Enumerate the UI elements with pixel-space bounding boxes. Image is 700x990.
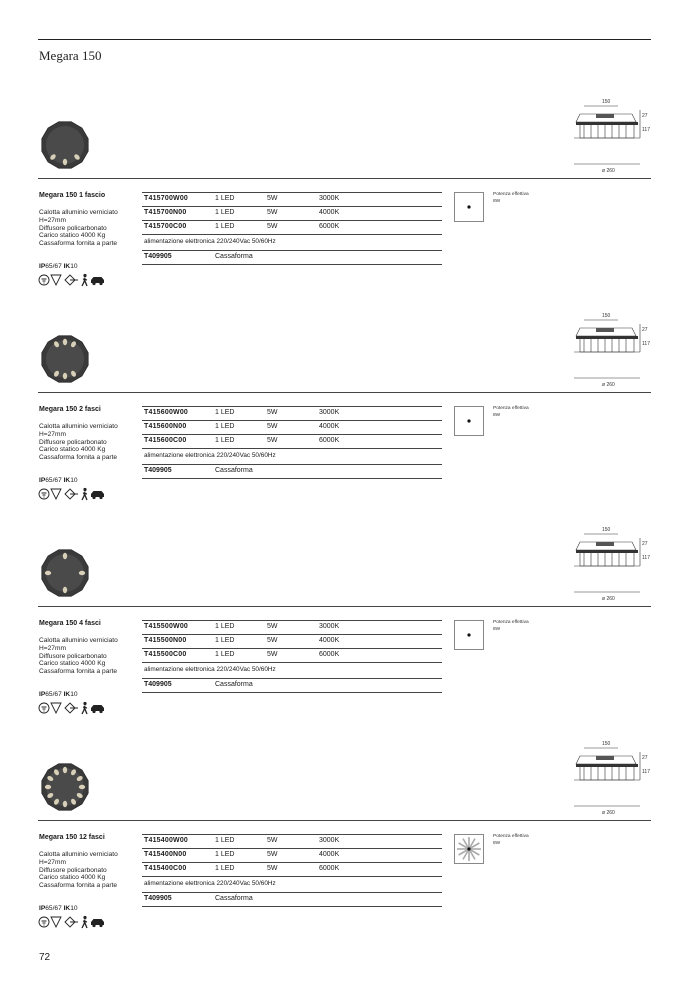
ik-prefix: IK bbox=[63, 905, 71, 912]
led-count: 1 LED bbox=[215, 851, 235, 858]
spec-row bbox=[142, 434, 442, 448]
led-count: 1 LED bbox=[215, 409, 235, 416]
color-temperature: 6000K bbox=[319, 865, 340, 872]
certification-icons bbox=[38, 701, 108, 715]
spec-table bbox=[142, 620, 442, 677]
ip-value: 65/67 bbox=[45, 691, 62, 698]
power: 5W bbox=[267, 837, 278, 844]
product-code: T415400W00 bbox=[144, 837, 189, 844]
led-window bbox=[63, 801, 67, 807]
product-lens bbox=[46, 768, 84, 806]
product-code: T415500C00 bbox=[144, 651, 187, 658]
beam-caption-line: Potenza effettiva bbox=[493, 834, 529, 839]
ip-value: 65/67 bbox=[45, 263, 62, 270]
section-rule bbox=[38, 606, 651, 607]
certification-icons bbox=[38, 915, 108, 929]
description-line: Diffusore policarbonato bbox=[39, 224, 107, 232]
drawing-height-top-label: 27 bbox=[642, 113, 648, 119]
beam-caption-line: 8W bbox=[493, 626, 501, 632]
pedestrian-icon bbox=[83, 274, 86, 277]
car-icon bbox=[91, 277, 104, 283]
led-window bbox=[63, 587, 67, 593]
led-count: 1 LED bbox=[215, 837, 235, 844]
accessory-label: Cassaforma bbox=[215, 253, 253, 260]
car-icon bbox=[91, 705, 104, 711]
led-count: 1 LED bbox=[215, 195, 235, 202]
power: 5W bbox=[267, 409, 278, 416]
spec-row bbox=[142, 834, 442, 848]
product-code: T415600C00 bbox=[144, 437, 187, 444]
spec-row bbox=[142, 420, 442, 434]
ground-icon bbox=[39, 917, 49, 927]
color-temperature: 3000K bbox=[319, 409, 340, 416]
accessory-code: T409905 bbox=[144, 467, 172, 474]
car-icon bbox=[91, 919, 104, 925]
section-rule bbox=[38, 178, 651, 179]
beam-center-dot bbox=[467, 633, 470, 636]
accessory-label: Cassaforma bbox=[215, 467, 253, 474]
product-description bbox=[39, 423, 118, 462]
description-line: Carico statico 4000 Kg bbox=[39, 660, 106, 668]
description-line: H=27mm bbox=[39, 644, 66, 652]
lens-block bbox=[596, 328, 614, 332]
color-temperature: 3000K bbox=[319, 837, 340, 844]
color-temperature: 6000K bbox=[319, 651, 340, 658]
beam-caption-line: Potenza effettiva bbox=[493, 620, 529, 625]
product-code: T415700W00 bbox=[144, 195, 189, 202]
color-temperature: 4000K bbox=[319, 423, 340, 430]
car-wheel-icon bbox=[99, 924, 102, 927]
ik-value: 10 bbox=[70, 905, 78, 912]
protection-ratings bbox=[39, 691, 78, 698]
ground-icon-lines bbox=[42, 921, 47, 925]
accessory-code: T409905 bbox=[144, 895, 172, 902]
drawing-width-label: 150 bbox=[602, 99, 611, 105]
top-rule bbox=[38, 39, 651, 40]
pedestrian-icon bbox=[83, 702, 86, 705]
accessory-row bbox=[142, 678, 442, 693]
description-line: Carico statico 4000 Kg bbox=[39, 232, 106, 240]
beam-diagram bbox=[454, 406, 484, 436]
description-line: Diffusore policarbonato bbox=[39, 438, 107, 446]
spec-row bbox=[142, 634, 442, 648]
pedestrian-icon bbox=[83, 916, 86, 919]
drawing-width-label: 150 bbox=[602, 527, 611, 533]
cap-base bbox=[576, 550, 638, 553]
pedestrian-icon-body bbox=[82, 492, 87, 501]
ik-value: 10 bbox=[70, 477, 78, 484]
car-wheel-icon bbox=[92, 924, 95, 927]
led-window bbox=[45, 571, 51, 575]
pedestrian-icon bbox=[83, 488, 86, 491]
certification-icons bbox=[38, 487, 108, 501]
car-wheel-icon bbox=[99, 496, 102, 499]
car-wheel-icon bbox=[99, 282, 102, 285]
ground-icon bbox=[39, 703, 49, 713]
ground-icon-lines bbox=[42, 279, 47, 283]
section-rule bbox=[38, 392, 651, 393]
accessory-label: Cassaforma bbox=[215, 895, 253, 902]
energy-icon bbox=[65, 275, 78, 285]
technical-drawing bbox=[568, 312, 652, 390]
beam-caption bbox=[493, 834, 529, 847]
ip-prefix: IP bbox=[39, 905, 46, 912]
power: 5W bbox=[267, 223, 278, 230]
description-line: Calotta alluminio verniciato bbox=[39, 637, 118, 644]
product-lens bbox=[46, 554, 84, 592]
beam-caption bbox=[493, 620, 529, 633]
product-section bbox=[0, 527, 700, 748]
beam-diagram bbox=[454, 620, 484, 650]
power-supply-note: alimentazione elettronica 220/240Vac 50/60Hz bbox=[142, 876, 442, 891]
led-count: 1 LED bbox=[215, 423, 235, 430]
led-window bbox=[79, 785, 85, 789]
product-name: Megara 150 4 fasci bbox=[39, 620, 101, 627]
color-temperature: 3000K bbox=[319, 195, 340, 202]
spec-table bbox=[142, 192, 442, 249]
spec-row bbox=[142, 648, 442, 662]
ground-icon-lines bbox=[42, 493, 47, 497]
product-code: T415400C00 bbox=[144, 865, 187, 872]
ip-prefix: IP bbox=[39, 477, 46, 484]
v-mark-icon bbox=[51, 489, 61, 499]
beam-caption-line: 8W bbox=[493, 198, 501, 204]
led-count: 1 LED bbox=[215, 223, 235, 230]
accessory-row bbox=[142, 250, 442, 265]
led-window bbox=[63, 373, 67, 379]
drawing-height-top-label: 27 bbox=[642, 755, 648, 761]
color-temperature: 4000K bbox=[319, 637, 340, 644]
led-window bbox=[63, 159, 67, 165]
led-window bbox=[79, 571, 85, 575]
product-name: Megara 150 12 fasci bbox=[39, 834, 105, 841]
lens-block bbox=[596, 756, 614, 760]
pedestrian-icon-body bbox=[82, 278, 87, 287]
car-wheel-icon bbox=[92, 710, 95, 713]
drawing-diameter-label: ø 260 bbox=[602, 596, 615, 602]
ground-icon bbox=[39, 275, 49, 285]
accessory-row bbox=[142, 892, 442, 907]
product-code: T415700C00 bbox=[144, 223, 187, 230]
description-line: Cassaforma fornita a parte bbox=[39, 240, 118, 248]
ground-icon bbox=[39, 489, 49, 499]
pedestrian-icon-body bbox=[82, 706, 87, 715]
technical-drawing bbox=[568, 740, 652, 818]
cap-base bbox=[576, 764, 638, 767]
power-supply-note: alimentazione elettronica 220/240Vac 50/60Hz bbox=[142, 448, 442, 463]
product-section bbox=[0, 313, 700, 534]
drawing-height-top-label: 27 bbox=[642, 327, 648, 333]
description-line: H=27mm bbox=[39, 858, 66, 866]
beam-caption-line: 8W bbox=[493, 412, 501, 418]
energy-icon bbox=[65, 703, 78, 713]
power: 5W bbox=[267, 637, 278, 644]
lens-block bbox=[596, 542, 614, 546]
ip-value: 65/67 bbox=[45, 905, 62, 912]
spec-row bbox=[142, 192, 442, 206]
car-icon bbox=[91, 491, 104, 497]
description-line: Calotta alluminio verniciato bbox=[39, 851, 118, 858]
page-title: Megara 150 bbox=[39, 48, 102, 63]
car-wheel-icon bbox=[92, 496, 95, 499]
lens-block bbox=[596, 114, 614, 118]
beam-caption-line: Potenza effettiva bbox=[493, 192, 529, 197]
led-window bbox=[63, 767, 67, 773]
beam-caption bbox=[493, 192, 529, 205]
led-count: 1 LED bbox=[215, 623, 235, 630]
power: 5W bbox=[267, 437, 278, 444]
product-description bbox=[39, 637, 118, 676]
color-temperature: 3000K bbox=[319, 623, 340, 630]
drawing-width-label: 150 bbox=[602, 313, 611, 319]
beam-center-dot bbox=[467, 205, 470, 208]
drawing-height-top-label: 27 bbox=[642, 541, 648, 547]
beam-center-dot bbox=[467, 419, 470, 422]
v-mark-icon bbox=[51, 917, 61, 927]
energy-icon bbox=[65, 917, 78, 927]
drawing-height-label: 117 bbox=[642, 769, 650, 775]
spec-row bbox=[142, 620, 442, 634]
drawing-height-label: 117 bbox=[642, 127, 650, 133]
beam-diagram bbox=[454, 834, 484, 864]
certification-icons bbox=[38, 273, 108, 287]
led-window bbox=[45, 785, 51, 789]
product-photo bbox=[40, 548, 90, 598]
product-photo bbox=[40, 334, 90, 384]
v-mark-icon bbox=[51, 703, 61, 713]
spec-row bbox=[142, 406, 442, 420]
product-photo bbox=[40, 762, 90, 812]
ik-value: 10 bbox=[70, 691, 78, 698]
product-code: T415400N00 bbox=[144, 851, 187, 858]
description-line: Diffusore policarbonato bbox=[39, 652, 107, 660]
protection-ratings bbox=[39, 477, 78, 484]
product-description bbox=[39, 209, 118, 248]
v-mark-icon bbox=[51, 275, 61, 285]
color-temperature: 4000K bbox=[319, 851, 340, 858]
drawing-height-label: 117 bbox=[642, 341, 650, 347]
technical-drawing bbox=[568, 526, 652, 604]
product-code: T415500W00 bbox=[144, 623, 189, 630]
product-section bbox=[0, 99, 700, 320]
product-code: T415700N00 bbox=[144, 209, 187, 216]
ik-prefix: IK bbox=[63, 691, 71, 698]
power-supply-note: alimentazione elettronica 220/240Vac 50/60Hz bbox=[142, 234, 442, 249]
page-number: 72 bbox=[39, 952, 51, 963]
drawing-height-label: 117 bbox=[642, 555, 650, 561]
description-line: Carico statico 4000 Kg bbox=[39, 446, 106, 454]
beam-caption-line: Potenza effettiva bbox=[493, 406, 529, 411]
product-code: T415600N00 bbox=[144, 423, 187, 430]
description-line: Diffusore policarbonato bbox=[39, 866, 107, 874]
description-line: Cassaforma fornita a parte bbox=[39, 668, 118, 676]
drawing-diameter-label: ø 260 bbox=[602, 168, 615, 174]
technical-drawing bbox=[568, 98, 652, 176]
color-temperature: 6000K bbox=[319, 437, 340, 444]
led-count: 1 LED bbox=[215, 651, 235, 658]
description-line: Cassaforma fornita a parte bbox=[39, 882, 118, 890]
ground-icon-lines bbox=[42, 707, 47, 711]
ip-prefix: IP bbox=[39, 691, 46, 698]
power-supply-note: alimentazione elettronica 220/240Vac 50/60Hz bbox=[142, 662, 442, 677]
description-line: H=27mm bbox=[39, 216, 66, 224]
drawing-width-label: 150 bbox=[602, 741, 611, 747]
beam-caption-line: 8W bbox=[493, 840, 501, 846]
product-name: Megara 150 1 fascio bbox=[39, 192, 106, 199]
spec-row bbox=[142, 220, 442, 234]
drawing-diameter-label: ø 260 bbox=[602, 382, 615, 388]
product-code: T415500N00 bbox=[144, 637, 187, 644]
ik-prefix: IK bbox=[63, 263, 71, 270]
accessory-code: T409905 bbox=[144, 681, 172, 688]
pedestrian-icon-body bbox=[82, 920, 87, 929]
beam-diagram bbox=[454, 192, 484, 222]
power: 5W bbox=[267, 195, 278, 202]
protection-ratings bbox=[39, 905, 78, 912]
led-count: 1 LED bbox=[215, 209, 235, 216]
description-line: Calotta alluminio verniciato bbox=[39, 423, 118, 430]
accessory-label: Cassaforma bbox=[215, 681, 253, 688]
ik-value: 10 bbox=[70, 263, 78, 270]
ik-prefix: IK bbox=[63, 477, 71, 484]
spec-row bbox=[142, 862, 442, 876]
product-description bbox=[39, 851, 118, 890]
led-window bbox=[63, 339, 67, 345]
led-count: 1 LED bbox=[215, 865, 235, 872]
description-line: H=27mm bbox=[39, 430, 66, 438]
power: 5W bbox=[267, 651, 278, 658]
power: 5W bbox=[267, 851, 278, 858]
power: 5W bbox=[267, 209, 278, 216]
spec-row bbox=[142, 848, 442, 862]
product-section bbox=[0, 741, 700, 962]
ip-prefix: IP bbox=[39, 263, 46, 270]
color-temperature: 6000K bbox=[319, 223, 340, 230]
spec-table bbox=[142, 834, 442, 891]
cap-base bbox=[576, 336, 638, 339]
spec-table bbox=[142, 406, 442, 463]
description-line: Calotta alluminio verniciato bbox=[39, 209, 118, 216]
led-count: 1 LED bbox=[215, 437, 235, 444]
beam-center-dot bbox=[467, 847, 470, 850]
drawing-diameter-label: ø 260 bbox=[602, 810, 615, 816]
power: 5W bbox=[267, 623, 278, 630]
color-temperature: 4000K bbox=[319, 209, 340, 216]
product-lens bbox=[46, 340, 84, 378]
cap-base bbox=[576, 122, 638, 125]
spec-row bbox=[142, 206, 442, 220]
accessory-code: T409905 bbox=[144, 253, 172, 260]
energy-icon bbox=[65, 489, 78, 499]
product-name: Megara 150 2 fasci bbox=[39, 406, 101, 413]
product-code: T415600W00 bbox=[144, 409, 189, 416]
protection-ratings bbox=[39, 263, 78, 270]
power: 5W bbox=[267, 865, 278, 872]
section-rule bbox=[38, 820, 651, 821]
power: 5W bbox=[267, 423, 278, 430]
car-wheel-icon bbox=[99, 710, 102, 713]
led-window bbox=[63, 553, 67, 559]
ip-value: 65/67 bbox=[45, 477, 62, 484]
product-photo bbox=[40, 120, 90, 170]
led-count: 1 LED bbox=[215, 637, 235, 644]
accessory-row bbox=[142, 464, 442, 479]
description-line: Cassaforma fornita a parte bbox=[39, 454, 118, 462]
beam-caption bbox=[493, 406, 529, 419]
car-wheel-icon bbox=[92, 282, 95, 285]
description-line: Carico statico 4000 Kg bbox=[39, 874, 106, 882]
